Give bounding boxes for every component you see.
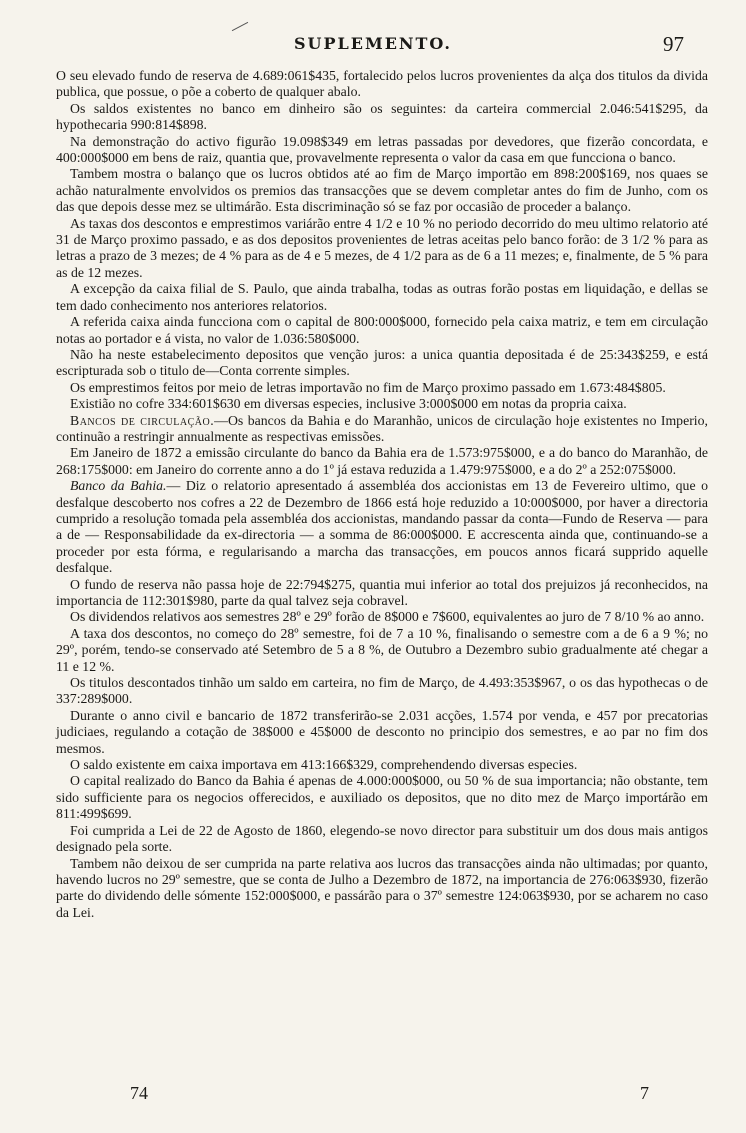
paragraph-text: O capital realizado do Banco da Bahia é apenas de 4.000:000$000, ou 50 % de sua importancia; não obstante, tem sido sufficiente para os negocios offerecidos, e auxiliado os depositos, que no dito mez de Março importárão em 811:499$699. xyxy=(56,773,708,822)
sheet-signature: 74 xyxy=(130,1083,148,1103)
paragraph xyxy=(56,216,708,282)
paragraph xyxy=(56,708,708,757)
page-number: 97 xyxy=(663,32,684,56)
paragraph xyxy=(56,856,708,922)
paragraph xyxy=(56,445,708,478)
paragraph xyxy=(56,757,708,773)
paragraph xyxy=(56,166,708,215)
paragraph xyxy=(56,413,708,446)
paragraph xyxy=(56,396,708,412)
section-heading: Bancos de circulação. xyxy=(70,412,215,428)
paragraph-text: A referida caixa ainda funcciona com o capital de 800:000$000, fornecido pela caixa matriz, e tem em circulação notas ao portador e á vista, no valor de 1.036:580$000. xyxy=(56,314,708,346)
paragraph-text: Foi cumprida a Lei de 22 de Agosto de 1860, elegendo-se novo director para substituir um dos dous mais antigos designado pela sorte. xyxy=(56,822,708,855)
paragraph-text: O saldo existente em caixa importava em 413:166$329, comprehendendo diversas especies. xyxy=(70,757,578,773)
paragraph xyxy=(56,134,708,167)
paragraph-text: Os dividendos relativos aos semestres 28º e 29º forão de 8$000 e 7$600, equivalentes ao juro de 7 8/10 % ao anno. xyxy=(70,609,705,625)
paragraph xyxy=(56,478,708,576)
paragraph-text: Os saldos existentes no banco em dinheiro são os seguintes: da carteira commercial 2.046:541$295, da hypothecaria 990:814$898. xyxy=(56,100,708,133)
paragraph xyxy=(56,626,708,675)
paragraph xyxy=(56,609,708,625)
paragraph xyxy=(56,675,708,708)
paragraph-text: Na demonstração do activo figurão 19.098$349 em letras passadas por devedores, que fizerão concordata, e 400:000$000 em bens de raiz, quantia que, provavelmente representa o valor da casa em que funcciona o banco. xyxy=(56,133,708,166)
paragraph xyxy=(56,68,708,101)
ink-mark xyxy=(232,22,248,31)
paragraph-text: Existião no cofre 334:601$630 em diversas especies, inclusive 3:000$000 em notas da propria caixa. xyxy=(70,396,627,412)
paragraph-text: Tambem não deixou de ser cumprida na parte relativa aos lucros das transacções ainda não ultimadas; por quanto, havendo lucros no 29º semestre, que se conta de Julho a Dezembro de 1872, na importancia de 276:063$930, fizerão parte do dividendo delle sómente 152:000$000, e passárão para o 37º semestre 124:063$930, por se acharem no caso da Lei. xyxy=(56,855,708,920)
paragraph xyxy=(56,823,708,856)
paragraph xyxy=(56,281,708,314)
paragraph xyxy=(56,314,708,347)
paragraph xyxy=(56,101,708,134)
running-title: SUPLEMENTO. xyxy=(294,34,452,53)
paragraph-text: Durante o anno civil e bancario de 1872 transferirão-se 2.031 acções, 1.574 por venda, e 457 por precatorias judiciaes, regulando a cotação de 38$000 e 45$000 de desconto no principio dos semestres, e ao par no fim dos mesmos. xyxy=(56,707,708,756)
paragraph-text: As taxas dos descontos e emprestimos variárão entre 4 1/2 e 10 % no periodo decorrido do meu ultimo relatorio até 31 de Março proximo passado, e as dos depositos provenientes de letras aceitas pelo banco forão: de 3 1/2 % para as letras a prazo de 3 mezes; de 4 % para as de 4 e 5 mezes, de 4 1/2 para as de 6 a 11 mezes; e, finalmente, de 5 % para as de 12 mezes. xyxy=(56,215,708,280)
paragraph-text: O seu elevado fundo de reserva de 4.689:061$435, fortalecido pelos lucros provenientes da alça dos titulos da divida publica, que possue, o põe a coberto de qualquer abalo. xyxy=(56,68,708,100)
paragraph-text: Não ha neste estabelecimento depositos que venção juros: a unica quantia depositada é de 25:343$259, e está escripturada sob o titulo de—Conta corrente simples. xyxy=(56,346,708,379)
page-footer xyxy=(0,1083,746,1107)
paragraph-text: A excepção da caixa filial de S. Paulo, que ainda trabalha, todas as outras forão postas em liquidação, e dellas se tem dado conhecimento nos anteriores relatorios. xyxy=(56,281,708,313)
sheet-number: 7 xyxy=(640,1083,649,1103)
paragraph xyxy=(56,347,708,380)
paragraph-text: A taxa dos descontos, no começo do 28º semestre, foi de 7 a 10 %, finalisando o semestre com a de 6 a 9 %; no 29º, porém, tendo-se conservado até Setembro de 5 a 8 %, de Outubro a Dezembro subio gradualmente até chegar a 11 e 12 %. xyxy=(56,625,708,674)
section-heading: Banco da Bahia. xyxy=(70,478,167,494)
paragraph-text: —Os bancos da Bahia e do Maranhão, unicos de circulação hoje existentes no Imperio, continuão a restringir annualmente as respectivas emissões. xyxy=(56,412,708,444)
paragraph-text: Tambem mostra o balanço que os lucros obtidos até ao fim de Março importão em 898:200$169, nos quaes se achão naturalmente envolvidos os premios das transacções que se devem completar antes do fim de Junho, com os das que depois desse mez se ultimárão. Esta discriminação só se faz por occasião de proceder a balanço. xyxy=(56,166,708,215)
paragraph xyxy=(56,577,708,610)
paragraph-text: Em Janeiro de 1872 a emissão circulante do banco da Bahia era de 1.573:975$000, e a do banco do Maranhão, de 268:175$000: em Janeiro do corrente anno a do 1º já estava reduzida a 1.479:975$000, e a do 2º a 252:075$000. xyxy=(56,445,708,477)
paragraph-text: O fundo de reserva não passa hoje de 22:794$275, quantia mui inferior ao total dos prejuizos já reconhecidos, na importancia de 112:301$980, parte da qual talvez seja cobravel. xyxy=(56,576,708,608)
paragraph-text: Os titulos descontados tinhão um saldo em carteira, no fim de Março, de 4.493:353$967, o os das hypothecas o de 337:289$000. xyxy=(56,675,708,707)
body-text xyxy=(56,68,708,921)
paragraph xyxy=(56,380,708,396)
paragraph xyxy=(56,773,708,822)
paragraph-text: Os emprestimos feitos por meio de letras importavão no fim de Março proximo passado em 1.673:484$805. xyxy=(70,379,666,395)
page-header xyxy=(0,34,746,54)
paragraph-text: — Diz o relatorio apresentado á assembléa dos accionistas em 13 de Fevereiro ultimo, que o desfalque descoberto nos cofres a 22 de Dezembro de 1866 está hoje reduzido a 10:000$000, por haver a directoria cumprido a resolução tomada pela assembléa dos accionistas, mandando passar da conta—Fundo de Reserva — para a de — Responsabilidade da ex-directoria — a somma de 86:000$000. E accrescenta ainda que, continuando-se a proceder por esta fórma, e regularisando a marcha das transacções, em poucos annos ficará supprido aquelle desfalque. xyxy=(56,478,708,576)
